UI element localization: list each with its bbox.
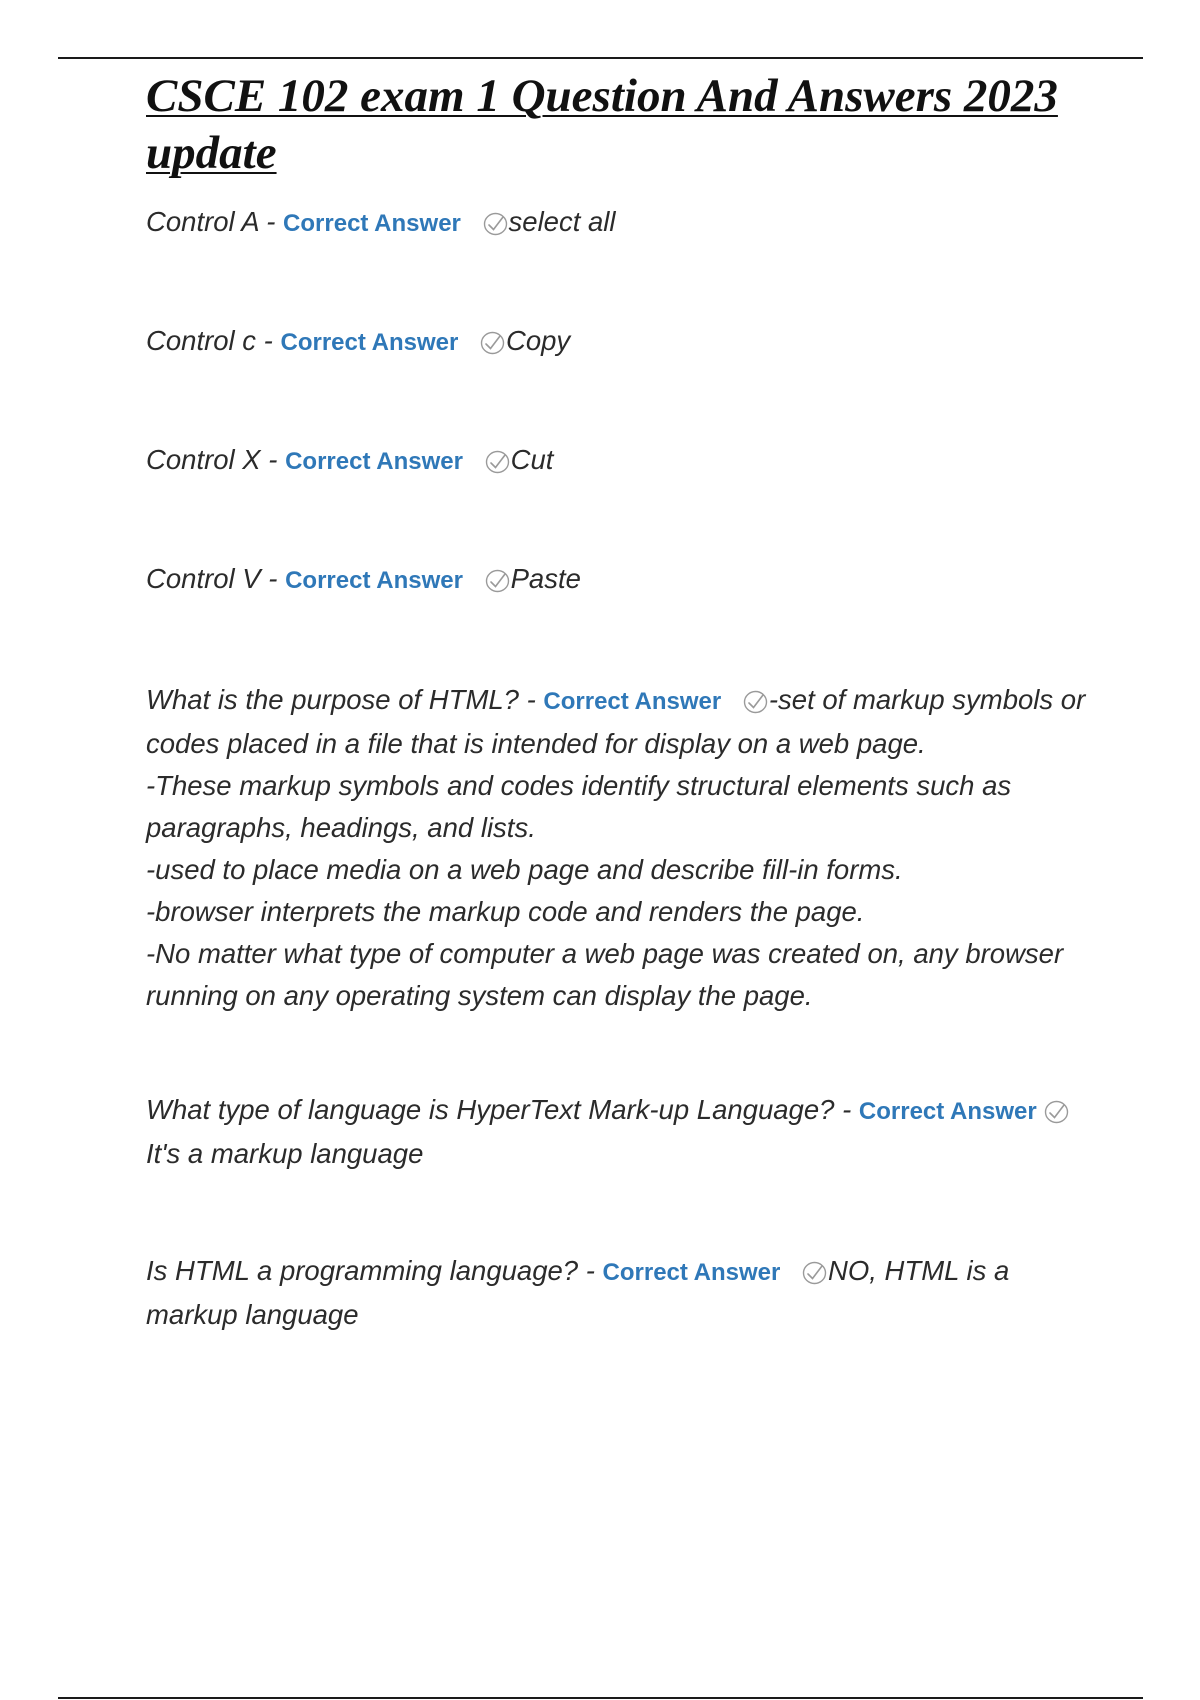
answer-text: Cut [510,444,554,475]
bottom-rule [58,1697,1143,1699]
correct-answer-label: Correct Answer [285,448,463,475]
check-mark-icon [1044,1100,1069,1124]
correct-answer-label: Correct Answer [543,688,722,715]
check-mark-icon [485,450,510,474]
qa-item-html-purpose [146,679,1096,1017]
qa-item-control-x [146,439,1096,483]
question-text: Control A [146,206,259,237]
answer-detail: -used to place media on a web page and describe fill-in forms. [146,854,903,885]
qa-line: Control V - Correct Answer Paste [146,563,581,594]
answer-text: NO, HTML is a markup language [146,1255,1010,1330]
qa-line: Control c - Correct Answer Copy [146,325,571,356]
qa-line: Control A - Correct Answer select all [146,206,616,237]
correct-answer-label: Correct Answer [858,1098,1037,1125]
question-text: Control X [146,444,261,475]
check-mark-icon [802,1261,827,1285]
question-text: What type of language is HyperText Mark-up Language? [146,1094,835,1125]
document-title: CSCE 102 exam 1 Question And Answers 2023 update [146,70,1058,179]
check-mark-icon [743,690,768,714]
answer-text: select all [508,206,616,237]
answer-detail: -No matter what type of computer a web page was created on, any browser running on any operating system can display the page. [146,938,1064,1011]
answer-text: It's a markup language [146,1138,424,1169]
check-mark-icon [485,569,510,593]
qa-item-html-programming [146,1250,1096,1336]
top-rule [58,57,1143,59]
qa-item-html-language-type [146,1089,1096,1175]
document-body [146,68,1096,1336]
check-mark-icon [483,212,508,236]
answer-text: Paste [510,563,581,594]
correct-answer-label: Correct Answer [280,329,459,356]
qa-item-control-v [146,558,1096,602]
question-text: Control V [146,563,261,594]
qa-line: Is HTML a programming language? - Correct Answer NO, HTML is a markup language [146,1255,1010,1330]
qa-item-control-c [146,320,1096,364]
qa-line: Control X - Correct Answer Cut [146,444,554,475]
qa-item-control-a [146,201,1096,245]
qa-line: What type of language is HyperText Mark-up Language? - Correct Answer It's a markup language [146,1089,1096,1175]
check-mark-icon [480,331,505,355]
answer-detail: -browser interprets the markup code and renders the page. [146,896,865,927]
answer-detail: -These markup symbols and codes identify structural elements such as paragraphs, headings, and lists. [146,770,1012,843]
answer-text: Copy [505,325,571,356]
answer-text: -set of markup symbols or codes placed in a file that is intended for display on a web page. [146,684,1086,759]
correct-answer-label: Correct Answer [283,210,461,237]
question-text: Is HTML a programming language? [146,1255,579,1286]
question-text: What is the purpose of HTML? [146,684,519,715]
question-text: Control c [146,325,257,356]
correct-answer-label: Correct Answer [285,567,463,594]
qa-line: What is the purpose of HTML? - Correct Answer -set of markup symbols or codes placed in a file that is intended for display on a web page. [146,684,1086,759]
correct-answer-label: Correct Answer [602,1259,781,1286]
